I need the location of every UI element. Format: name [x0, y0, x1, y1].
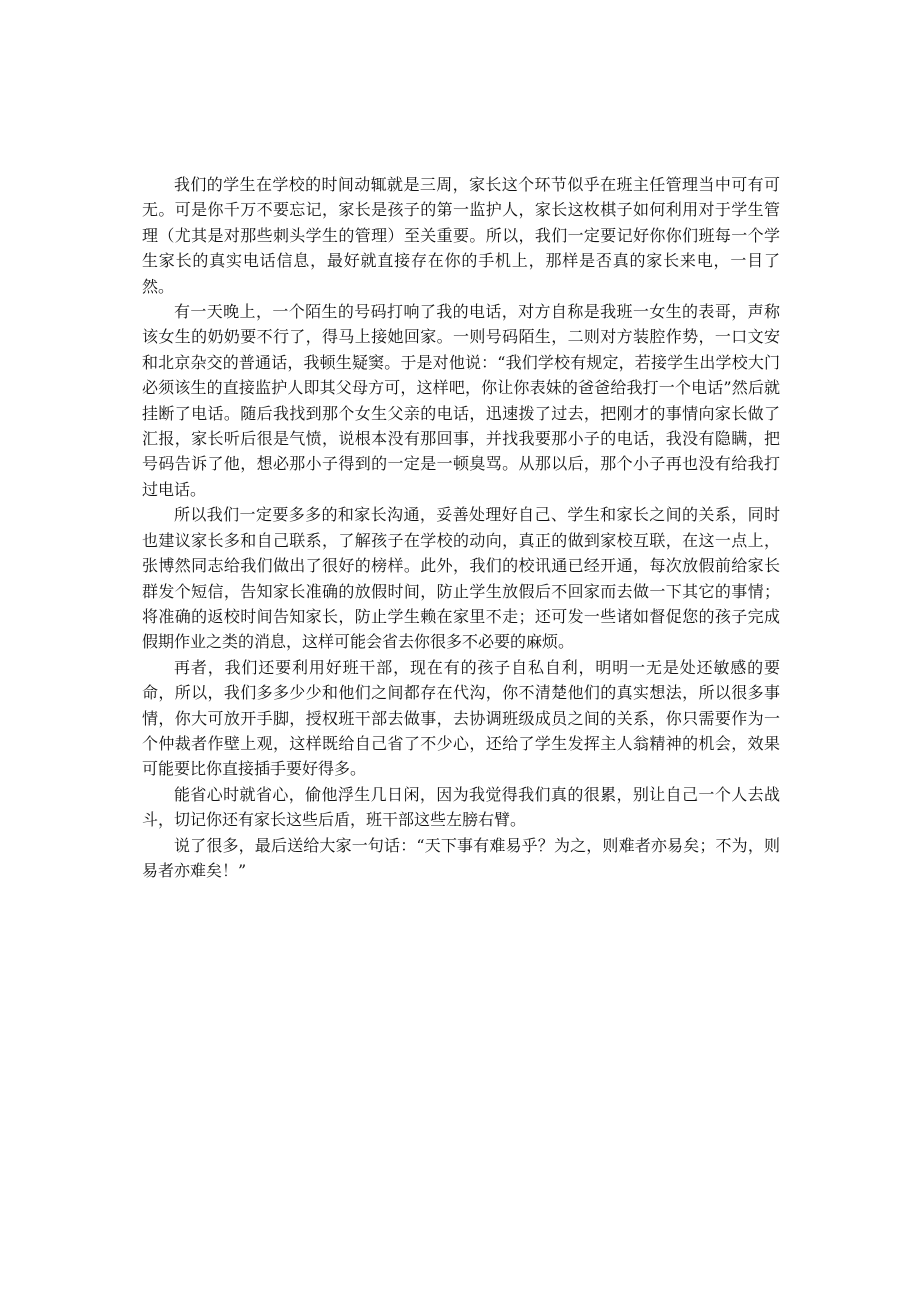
paragraph-4: 再者，我们还要利用好班干部，现在有的孩子自私自利，明明一无是处还敏感的要命，所以，我们多多少少和他们之间都存在代沟，你不清楚他们的真实想法，所以很多事情，你大可放开手脚，授权班干部去做事，去协调班级成员之间的关系，你只需要作为一个仲裁者作壁上观，这样既给自己省了不少心，还给了学生发挥主人翁精神的机会，效果可能要比你直接插手要好得多。 [142, 657, 780, 779]
document-body [142, 172, 780, 883]
paragraph-2: 有一天晚上，一个陌生的号码打响了我的电话，对方自称是我班一女生的表哥，声称该女生的奶奶要不行了，得马上接她回家。一则号码陌生，二则对方装腔作势，一口文安和北京杂交的普通话，我顿生疑窦。于是对他说：“我们学校有规定，若接学生出学校大门必须该生的直接监护人即其父母方可，这样吧，你让你表妹的爸爸给我打一个电话”然后就挂断了电话。随后我找到那个女生父亲的电话，迅速拨了过去，把刚才的事情向家长做了汇报，家长听后很是气愤，说根本没有那回事，并找我要那小子的电话，我没有隐瞒，把号码告诉了他，想必那小子得到的一定是一顿臭骂。从那以后，那个小子再也没有给我打过电话。 [142, 302, 780, 499]
paragraph-6: 说了很多，最后送给大家一句话：“天下事有难易乎？为之，则难者亦易矣；不为，则易者亦难矣！” [142, 835, 780, 880]
paragraph-1: 我们的学生在学校的时间动辄就是三周，家长这个环节似乎在班主任管理当中可有可无。可是你千万不要忘记，家长是孩子的第一监护人，家长这枚棋子如何利用对于学生管理（尤其是对那些刺头学生的管理）至关重要。所以，我们一定要记好你你们班每一个学生家长的真实电话信息，最好就直接存在你的手机上，那样是否真的家长来电，一目了然。 [142, 175, 780, 296]
paragraph-5: 能省心时就省心，偷他浮生几日闲，因为我觉得我们真的很累，别让自己一个人去战斗，切记你还有家长这些后盾，班干部这些左膀右臂。 [142, 784, 780, 830]
paragraph-3: 所以我们一定要多多的和家长沟通，妥善处理好自己、学生和家长之间的关系，同时也建议家长多和自己联系，了解孩子在学校的动向，真正的做到家校互联，在这一点上，张博然同志给我们做出了很好的榜样。此外，我们的校讯通已经开通，每次放假前给家长群发个短信，告知家长准确的放假时间，防止学生放假后不回家而去做一下其它的事情；将准确的返校时间告知家长，防止学生赖在家里不走；还可发一些诸如督促您的孩子完成假期作业之类的消息，这样可能会省去你很多不必要的麻烦。 [142, 505, 780, 652]
